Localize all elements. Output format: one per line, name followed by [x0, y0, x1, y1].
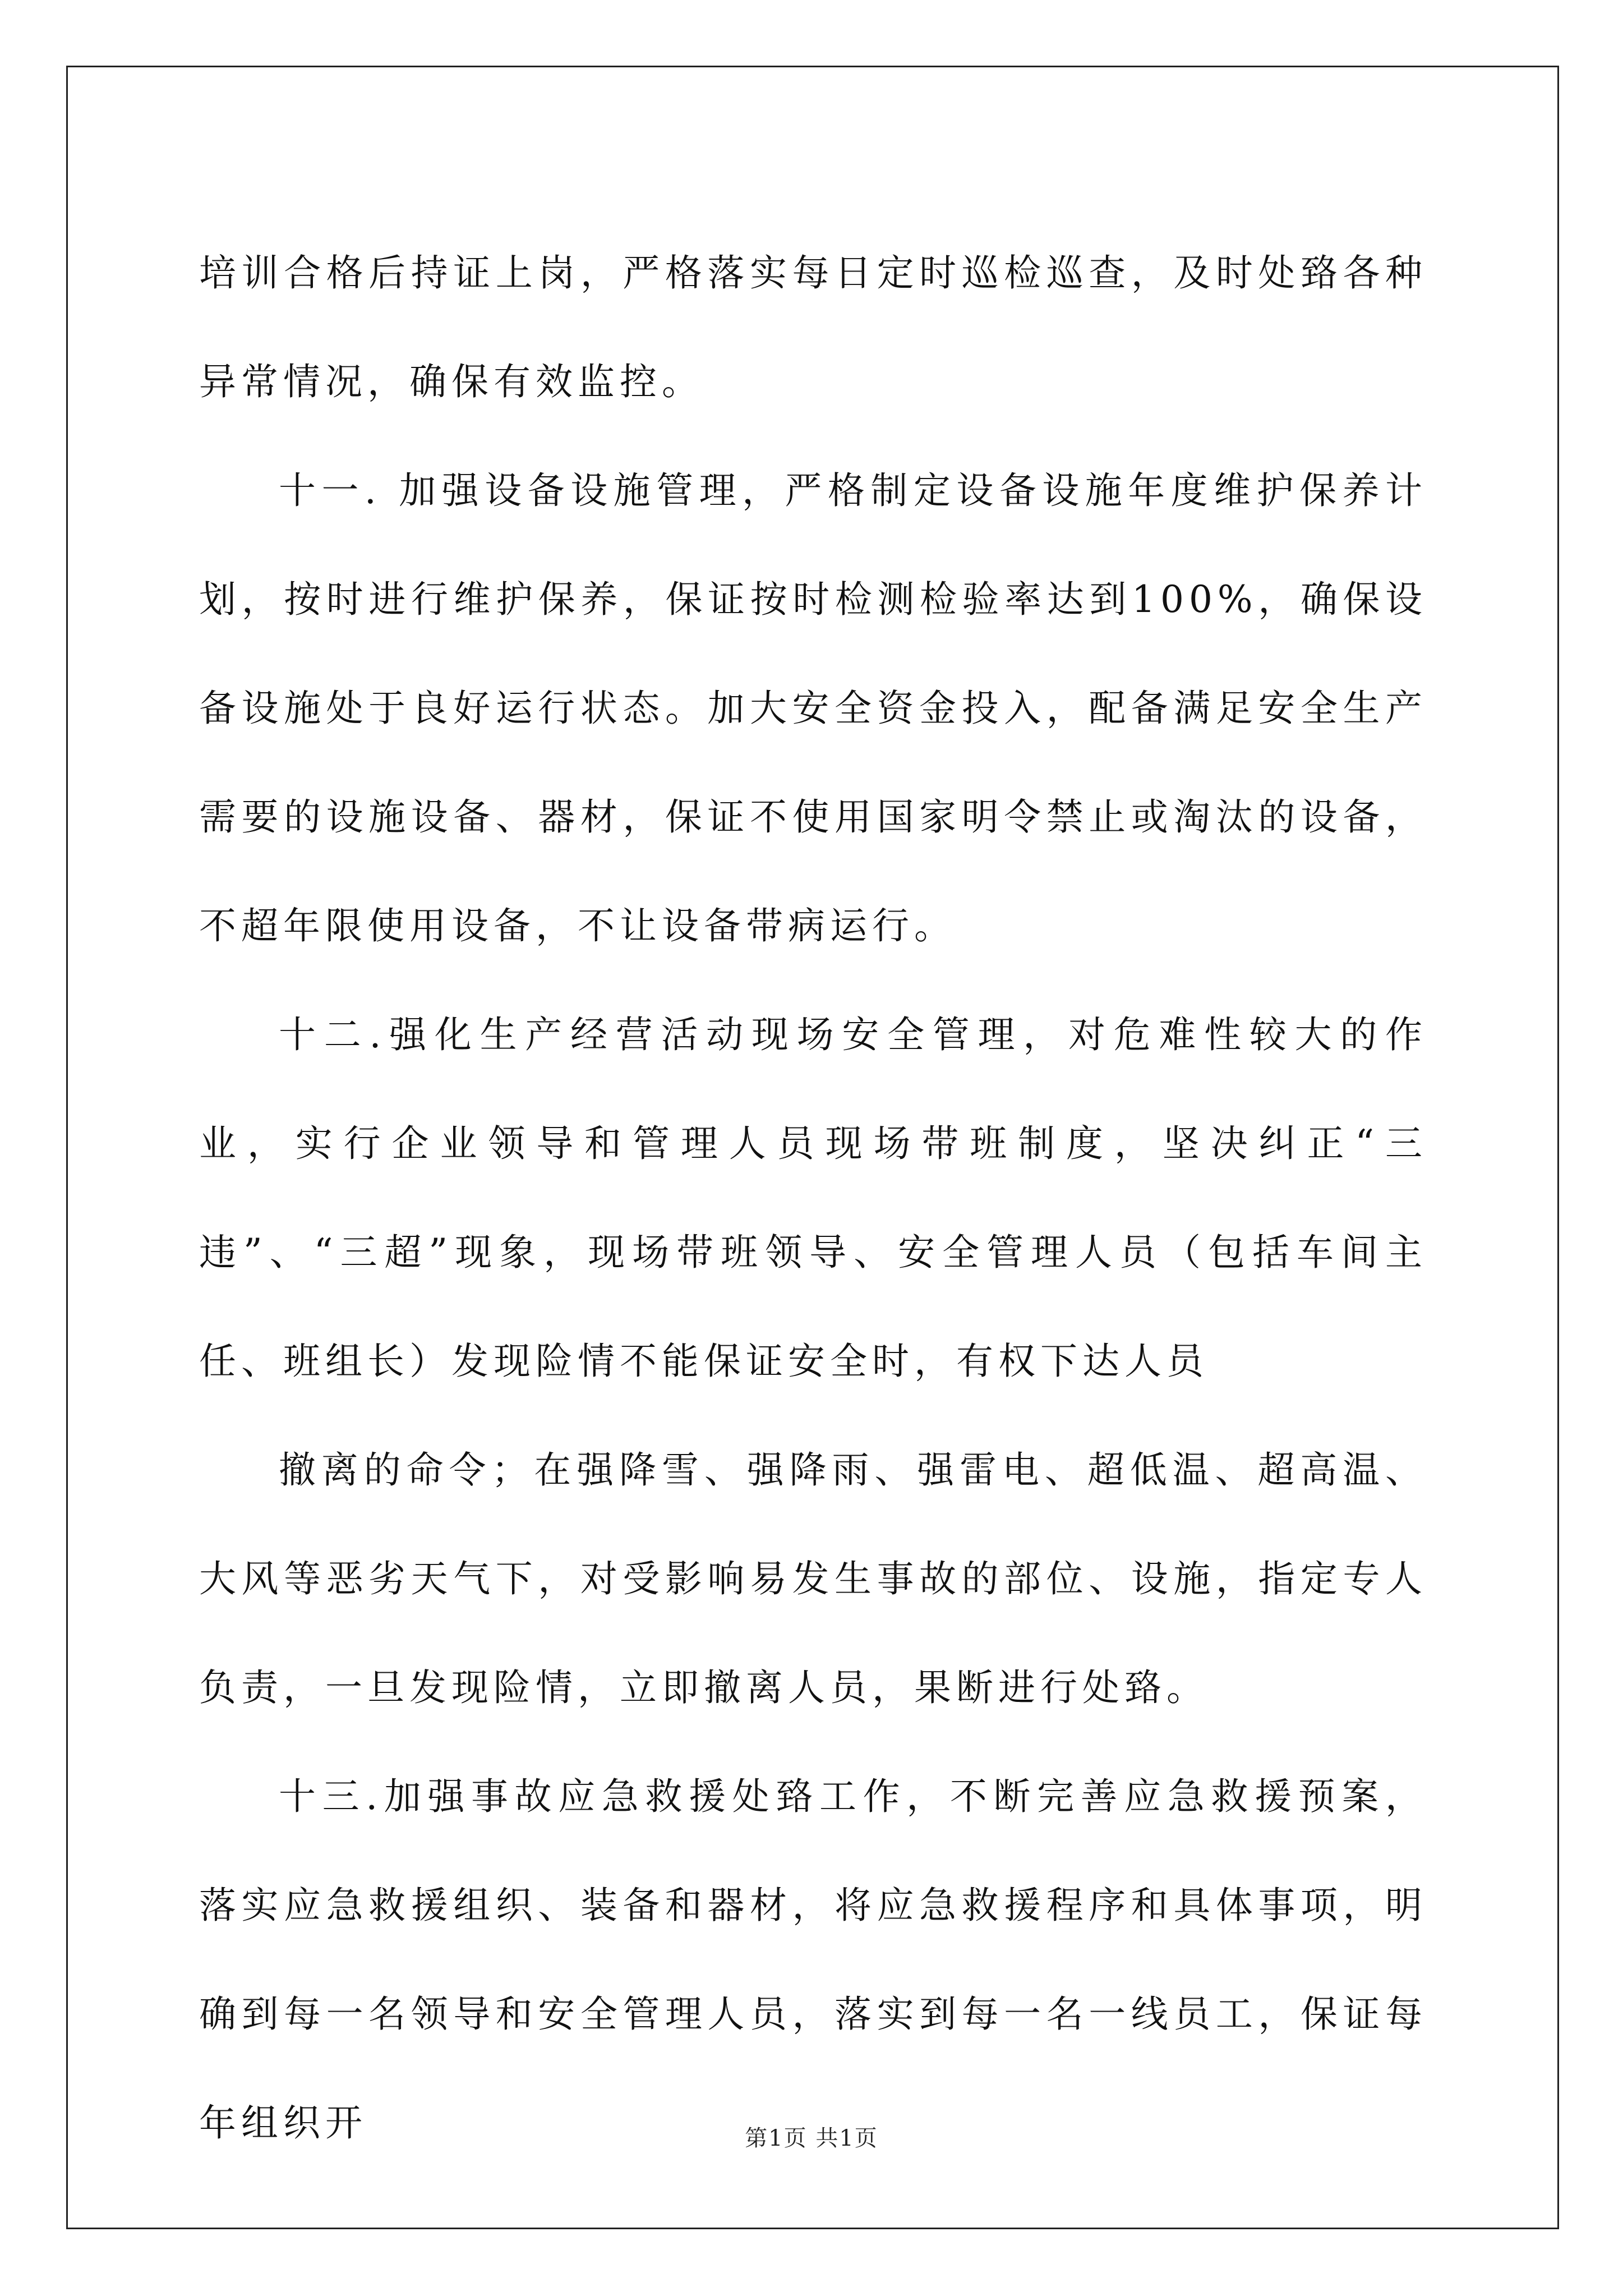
paragraph-continuation: 培训合格后持证上岗，严格落实每日定时巡检巡查，及时处臵各种异常情况，确保有效监控。	[199, 251, 1427, 403]
paragraph-item-11: 十一. 加强设备设施管理，严格制定设备设施年度维护保养计划，按时进行维护保养，保证按时检测检验率达到100%，确保设备设施处于良好运行状态。加大安全资金投入，配备满足安全生产需要的设施设备、器材，保证不使用国家明令禁止或淘汰的设备，不超年限使用设备，不让设备带病运行。	[199, 469, 1427, 947]
document-body	[199, 219, 1427, 2178]
paragraph-evacuation: 撤离的命令；在强降雪、强降雨、强雷电、超低温、超高温、大风等恶劣天气下，对受影响易发生事故的部位、设施，指定专人负责，一旦发现险情，立即撤离人员，果断进行处臵。	[199, 1448, 1427, 1709]
paragraph-item-12: 十二.强化生产经营活动现场安全管理，对危难性较大的作业，实行企业领导和管理人员现场带班制度，坚决纠正“三违”、“三超”现象，现场带班领导、安全管理人员（包括车间主任、班组长）发现险情不能保证安全时，有权下达人员	[199, 1013, 1427, 1383]
paragraph-item-13: 十三.加强事故应急救援处臵工作，不断完善应急救援预案，落实应急救援组织、装备和器材，将应急救援程序和具体事项，明确到每一名领导和安全管理人员，落实到每一名一线员工，保证每年组织开	[199, 1775, 1427, 2145]
page-footer: 第1页 共1页	[745, 2125, 878, 2151]
